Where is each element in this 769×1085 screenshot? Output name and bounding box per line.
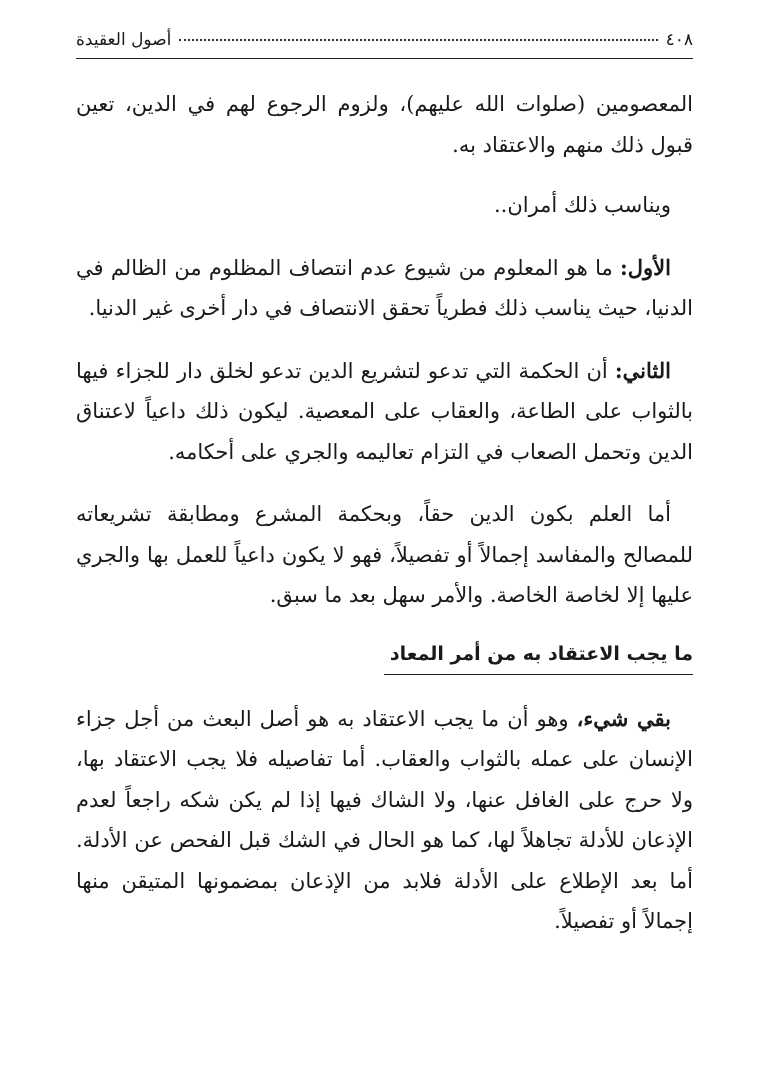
- running-title: أصول العقيدة: [76, 30, 172, 50]
- page-body: [76, 84, 693, 942]
- header-dot-leader: [179, 39, 657, 41]
- first-lead-word: الأول:: [620, 254, 671, 280]
- page-header: [76, 30, 693, 50]
- page-number: ٤٠٨: [665, 30, 693, 50]
- paragraph-resurrection: [76, 699, 693, 942]
- first-point-text: ما هو المعلوم من شيوع عدم انتصاف المظلوم من الظالم في الدنيا، حيث يناسب ذلك فطرياً تحقق الانتصاف في دار أخرى غير الدنيا.: [76, 255, 693, 320]
- paragraph-knowledge: أما العلم بكون الدين حقاً، وبحكمة المشرع ومطابقة تشريعاته للمصالح والمفاسد إجمالاً أو تفصيلاً، فهو لا يكون داعياً للعمل بها والجري عليها إلا لخاصة الخاصة. والأمر سهل بعد ما سبق.: [76, 502, 693, 607]
- paragraph-first-point: [76, 248, 693, 329]
- section-heading: ما يجب الاعتقاد به من أمر المعاد: [384, 640, 693, 675]
- paragraph-two-matters: ويناسب ذلك أمران..: [493, 193, 671, 217]
- paragraph-second-point: [76, 351, 693, 473]
- section-heading-wrap: [76, 616, 693, 675]
- remains-lead-word: بقي شيء،: [576, 705, 671, 731]
- paragraph-continuation: المعصومين (صلوات الله عليهم)، ولزوم الرجوع لهم في الدين، تعين قبول ذلك منهم والاعتقاد به.: [76, 92, 693, 157]
- header-rule: [76, 58, 693, 59]
- second-point-text: أن الحكمة التي تدعو لتشريع الدين تدعو لخلق دار للجزاء فيها بالثواب على الطاعة، والعقاب على المعصية. ليكون ذلك داعياً لاعتناق الدين وتحمل الصعاب في التزام تعاليمه والجري على أحكامه.: [76, 358, 693, 464]
- second-lead-word: الثاني:: [614, 357, 671, 383]
- resurrection-text: وهو أن ما يجب الاعتقاد به هو أصل البعث من أجل جزاء الإنسان على عمله بالثواب والعقاب. أما تفاصيله فلا يجب الاعتقاد بها، ولا حرج على الغافل عنها، ولا الشاك فيها إذا لم يكن شكه راجعاً لعدم الإذعان للأدلة تجاهلاً لها، كما هو الحال في الشك قبل الفحص عن الأدلة. أما بعد الإطلاع على الأدلة فلابد من الإذعان بمضمونها المتيقن منها إجمالاً أو تفصيلاً.: [76, 706, 693, 933]
